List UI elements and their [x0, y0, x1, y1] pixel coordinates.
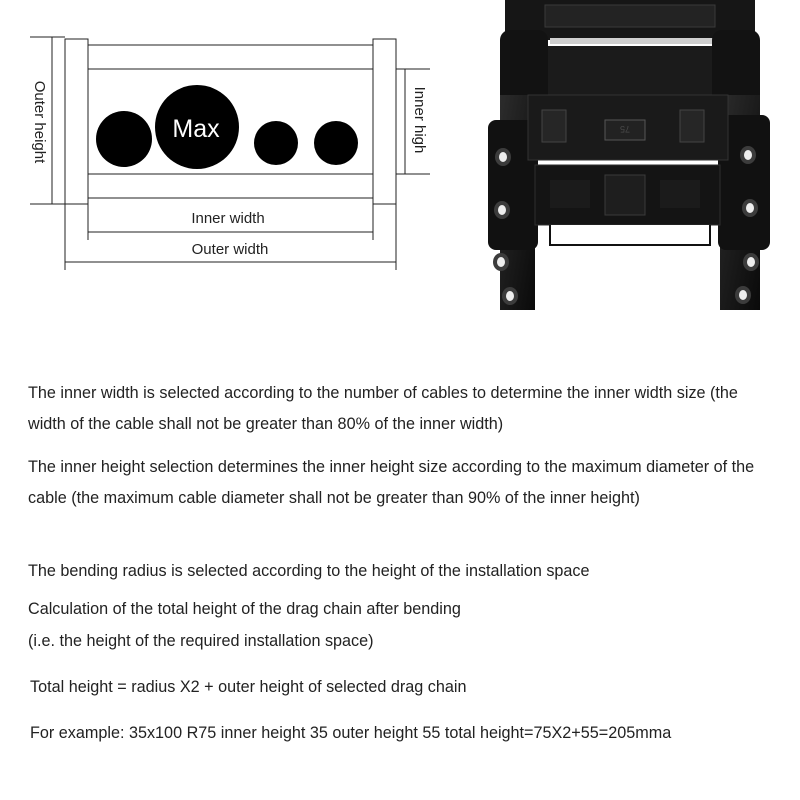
top-crossbar: [88, 45, 373, 69]
outer-height-label: Outer height: [31, 80, 48, 164]
max-cable-label: Max: [172, 115, 220, 143]
small-cable-2: [254, 121, 298, 165]
link-size-stamp: 75: [619, 124, 631, 134]
paragraph-installation-space-note: (i.e. the height of the required installation space): [28, 632, 374, 650]
paragraph-inner-width: The inner width is selected according to the number of cables to determine the inner width size (the width of the cable shall not be greater than 80% of the inner width): [28, 384, 738, 433]
paragraph-example: For example: 35x100 R75 inner height 35 outer height 55 total height=75X2+55=205mma: [30, 724, 672, 742]
right-side-plate: [373, 39, 396, 204]
cross-section-diagram: [0, 0, 460, 300]
left-side-plate: [65, 39, 88, 204]
paragraph-bending-radius: The bending radius is selected according to the height of the installation space: [28, 562, 590, 580]
paragraph-total-height-calculation: Calculation of the total height of the drag chain after bending: [28, 600, 461, 618]
outer-width-label: Outer width: [191, 241, 269, 258]
paragraph-inner-height: The inner height selection determines the inner height size according to the maximum diameter of the cable (the maximum cable diameter shall not be greater than 90% of the inner height): [28, 458, 755, 507]
inner-width-label: Inner width: [191, 210, 265, 227]
small-cable-1: [96, 111, 152, 167]
inner-height-label: Inner high: [411, 86, 428, 154]
front-top-crossbar: [528, 95, 728, 160]
drag-chain-photo: [480, 0, 780, 320]
paragraph-total-height-formula: Total height = radius X2 + outer height of selected drag chain: [30, 678, 467, 696]
bottom-crossbar: [88, 174, 373, 198]
small-cable-3: [314, 121, 358, 165]
front-bottom-crossbar: [535, 165, 720, 245]
